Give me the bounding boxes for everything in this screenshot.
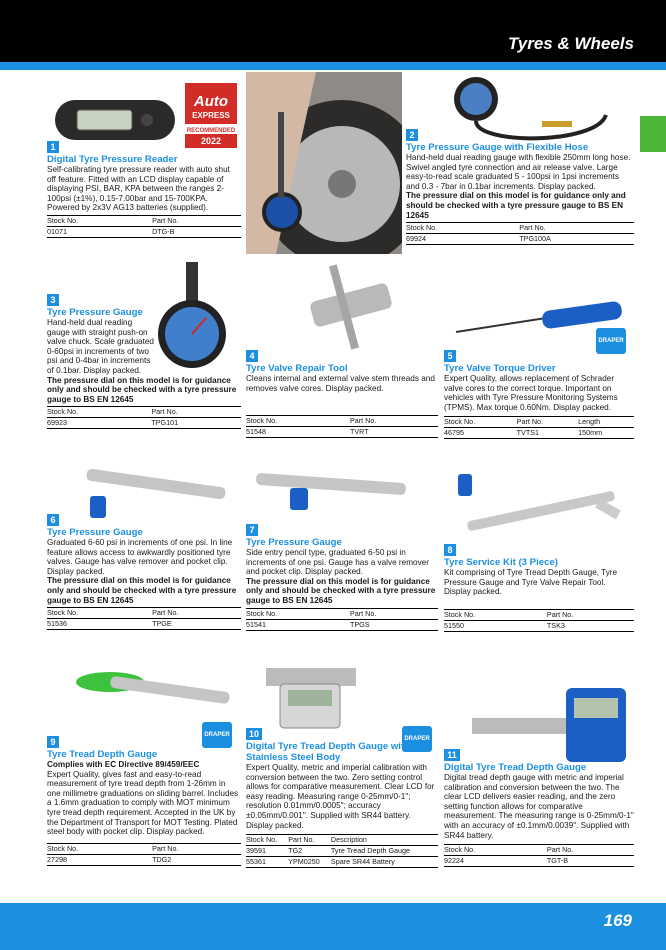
product-description: Cleans internal and external valve stem threads and removes valve cores. Display packed. bbox=[246, 374, 435, 393]
table-cell: Tyre Tread Depth Gauge bbox=[331, 846, 438, 857]
product-image-9 bbox=[70, 668, 240, 724]
product-image-1 bbox=[47, 78, 242, 150]
product-description: Hand-held dual reading gauge with flexible 250mm long hose. Swivel angled tyre connection and air release valve. Large easy-to-read scale graduated 5 - 100psi in 1psi increments and 0.3 - 7bar in 0.1bar increments. Display packed. bbox=[406, 153, 631, 191]
table-header: Stock No. bbox=[47, 608, 152, 619]
table-cell: 01071 bbox=[47, 226, 152, 237]
table-cell: TPGE bbox=[152, 619, 241, 630]
section-tab bbox=[640, 116, 666, 152]
product-number: 10 bbox=[246, 728, 262, 740]
product-title: Tyre Pressure Gauge bbox=[47, 527, 143, 538]
product-3 bbox=[47, 294, 241, 429]
table-cell: TPGS bbox=[350, 619, 438, 630]
product-title: Tyre Pressure Gauge bbox=[47, 307, 143, 318]
table-header: Stock No. bbox=[444, 845, 547, 856]
product-8 bbox=[444, 544, 634, 632]
table-header: Part No. bbox=[152, 608, 241, 619]
product-7 bbox=[246, 524, 438, 631]
product-note: The pressure dial on this model is for guidance only and should be checked with a tyre pressure gauge to BS EN 12645 bbox=[47, 375, 237, 404]
table-cell: 51541 bbox=[246, 619, 350, 630]
product-title: Tyre Pressure Gauge with Flexible Hose bbox=[406, 142, 589, 153]
product-title: Digital Tyre Tread Depth Gauge bbox=[444, 762, 587, 773]
table-cell: TGT-B bbox=[547, 856, 634, 867]
product-image-6 bbox=[56, 468, 236, 518]
product-table bbox=[47, 843, 241, 866]
product-note: The pressure dial on this model is for guidance only and should be checked with a tyre pressure gauge to BS EN 12645 bbox=[406, 191, 626, 220]
product-number: 1 bbox=[47, 141, 59, 153]
product-title: Tyre Tread Depth Gauge bbox=[47, 749, 158, 760]
table-cell: TG2 bbox=[288, 846, 331, 857]
product-note: The pressure dial on this model is for guidance only and should be checked with a tyre pressure gauge to BS EN 12645 bbox=[246, 576, 436, 605]
product-table bbox=[246, 415, 438, 438]
table-header: Stock No. bbox=[246, 608, 350, 619]
product-image-7 bbox=[246, 468, 436, 518]
header-accent-bar bbox=[0, 62, 666, 70]
table-header: Stock No. bbox=[246, 835, 288, 846]
product-number: 3 bbox=[47, 294, 59, 306]
table-header: Part No. bbox=[151, 407, 241, 418]
table-cell: TDG2 bbox=[152, 854, 241, 865]
table-cell: TVRT bbox=[350, 427, 438, 438]
table-header: Part No. bbox=[547, 845, 634, 856]
product-image-10 bbox=[262, 660, 362, 732]
table-header: Part No. bbox=[288, 835, 331, 846]
product-10 bbox=[246, 728, 438, 868]
table-header: Length bbox=[578, 417, 634, 428]
product-table bbox=[444, 416, 634, 439]
table-header: Part No. bbox=[519, 223, 634, 234]
product-note: The pressure dial on this model is for guidance only and should be checked with a tyre pressure gauge to BS EN 12645 bbox=[47, 576, 237, 605]
table-header: Part No. bbox=[152, 843, 241, 854]
product-table bbox=[47, 607, 241, 630]
product-number: 4 bbox=[246, 350, 258, 362]
table-header: Stock No. bbox=[47, 843, 152, 854]
badge-year: 2022 bbox=[200, 136, 222, 146]
product-table bbox=[246, 834, 438, 868]
page-footer bbox=[0, 903, 666, 950]
product-title: Digital Tyre Tread Depth Gauge with Stainless Steel Body bbox=[246, 741, 411, 763]
table-header: Part No. bbox=[350, 608, 438, 619]
table-header: Description bbox=[331, 835, 438, 846]
product-table bbox=[47, 215, 241, 238]
table-header: Stock No. bbox=[406, 223, 519, 234]
table-cell: 55361 bbox=[246, 857, 288, 868]
product-9 bbox=[47, 736, 241, 866]
product-image-8 bbox=[446, 470, 626, 538]
table-cell: TPG100A bbox=[519, 234, 634, 245]
product-title: Tyre Pressure Gauge bbox=[246, 537, 342, 548]
draper-logo-3: DRAPER bbox=[402, 726, 432, 752]
table-cell: 150mm bbox=[578, 428, 634, 439]
page-number: 169 bbox=[603, 911, 632, 930]
table-cell: 51548 bbox=[246, 427, 350, 438]
product-1 bbox=[47, 141, 241, 238]
table-header: Part No. bbox=[547, 609, 634, 620]
product-title: Digital Tyre Pressure Reader bbox=[47, 154, 178, 165]
table-header: Stock No. bbox=[246, 416, 350, 427]
product-6 bbox=[47, 514, 241, 630]
product-note: Complies with EC Directive 89/459/EEC bbox=[47, 760, 200, 769]
table-cell: 69923 bbox=[47, 418, 151, 429]
table-cell: 69924 bbox=[406, 234, 519, 245]
product-table bbox=[444, 609, 634, 632]
product-description: Graduated 6-60 psi in increments of one psi. In line feature allows access to awkwardly positioned tyre valves. Gauge has valve remover and pocket clip. Display packed. bbox=[47, 538, 233, 576]
product-number: 6 bbox=[47, 514, 59, 526]
product-description: Expert Quality, gives fast and easy-to-read measurement of tyre tread depth from 1-26mm in one millimetre graduations on sliding barrel. Includes a 1.6mm graduation to comply with MOT minimum tyre tread depth requirement. Accepted in the UK by the Department of Transport for MOT Testing. Plated steel body with pocket clip. Display packed. bbox=[47, 769, 239, 837]
product-description: Expert Quality, metric and imperial calibration with conversion between the two. Zero setting control allows for comparative measurement. Clear LCD for easy reading. Measuring range 0-25mm/0-1"; resolution 0.01mm/0.0005"; accuracy ±0.05mm/0.001". Supplied with SR44 battery. Display packed. bbox=[246, 763, 435, 830]
table-header: Stock No. bbox=[47, 215, 152, 226]
product-description: Self-calibrating tyre pressure reader with auto shut off feature. Fitted with an LCD display capable of displaying PSI, BAR, KPA between the ranges 2-100psi (±1%), 0.15-7.00bar and 15-700KPA. Powered by 2x3V AG13 batteries (supplied). bbox=[47, 165, 230, 213]
product-number: 8 bbox=[444, 544, 456, 556]
product-11 bbox=[444, 749, 634, 867]
badge-express: EXPRESS bbox=[192, 111, 230, 120]
product-description: Digital tread depth gauge with metric and imperial calibration and conversion between the two. The clear LCD delivers easier reading, and the zero setting function allows for comparative measurement. The measuring range is 0-25mm/0-1" with an accuracy of ±0.1mm/0.0039". Supplied with SR44 battery. bbox=[444, 773, 634, 840]
product-number: 2 bbox=[406, 129, 418, 141]
table-cell: 51536 bbox=[47, 619, 152, 630]
draper-logo-2: DRAPER bbox=[202, 722, 232, 748]
table-cell: 92224 bbox=[444, 856, 547, 867]
table-header: Stock No. bbox=[444, 417, 517, 428]
product-description: Kit comprising of Tyre Tread Depth Gauge, Tyre Pressure Gauge and Tyre Valve Repair Tool. Display packed. bbox=[444, 568, 618, 597]
table-header: Stock No. bbox=[47, 407, 151, 418]
table-cell: TSK3 bbox=[547, 620, 634, 631]
product-description: Expert Quality, allows replacement of Schrader valve cores to the correct torque. Important on vehicles with Tyre Pressure Monitoring Systems (TPMS). Max torque 0.60Nm. Display packed. bbox=[444, 374, 618, 412]
table-cell: Spare SR44 Battery bbox=[331, 857, 438, 868]
product-number: 7 bbox=[246, 524, 258, 536]
product-number: 5 bbox=[444, 350, 456, 362]
product-description: Hand-held dual reading gauge with straight push-on valve chuck. Scale graduated 0-60psi in increments of two psi and 0-4bar in increments of 0.1bar. Display packed. bbox=[47, 318, 154, 375]
product-description: Side entry pencil type, graduated 6-50 psi in increments of one psi. Gauge has a valve remover and pocket clip. Display packed. bbox=[246, 548, 429, 577]
table-cell: 46795 bbox=[444, 428, 517, 439]
product-title: Tyre Valve Repair Tool bbox=[246, 363, 348, 374]
table-cell: 39591 bbox=[246, 846, 288, 857]
table-cell: 27298 bbox=[47, 854, 152, 865]
table-header: Part No. bbox=[152, 215, 241, 226]
product-table bbox=[406, 222, 634, 245]
product-image-4 bbox=[296, 262, 406, 352]
product-photo-tyre bbox=[246, 72, 402, 254]
product-title: Tyre Valve Torque Driver bbox=[444, 363, 556, 374]
product-number: 11 bbox=[444, 749, 460, 761]
product-2 bbox=[406, 129, 634, 245]
table-header: Stock No. bbox=[444, 609, 547, 620]
table-header: Part No. bbox=[350, 416, 438, 427]
page-header bbox=[0, 0, 666, 70]
product-number: 9 bbox=[47, 736, 59, 748]
product-title: Tyre Service Kit (3 Piece) bbox=[444, 557, 558, 568]
badge-recommended: RECOMMENDED bbox=[186, 128, 236, 134]
table-cell: 51550 bbox=[444, 620, 547, 631]
table-cell: YPM0250 bbox=[288, 857, 331, 868]
product-4 bbox=[246, 350, 438, 438]
table-cell: TPG101 bbox=[151, 418, 241, 429]
product-table bbox=[444, 844, 634, 867]
table-header: Part No. bbox=[517, 417, 578, 428]
product-table bbox=[246, 608, 438, 631]
table-cell: DTG-B bbox=[152, 226, 241, 237]
product-table bbox=[47, 406, 241, 429]
badge-auto: Auto bbox=[193, 93, 229, 110]
section-title: Tyres & Wheels bbox=[508, 34, 634, 53]
table-cell: TVTS1 bbox=[517, 428, 578, 439]
product-5 bbox=[444, 350, 634, 439]
draper-logo: DRAPER bbox=[596, 328, 626, 354]
